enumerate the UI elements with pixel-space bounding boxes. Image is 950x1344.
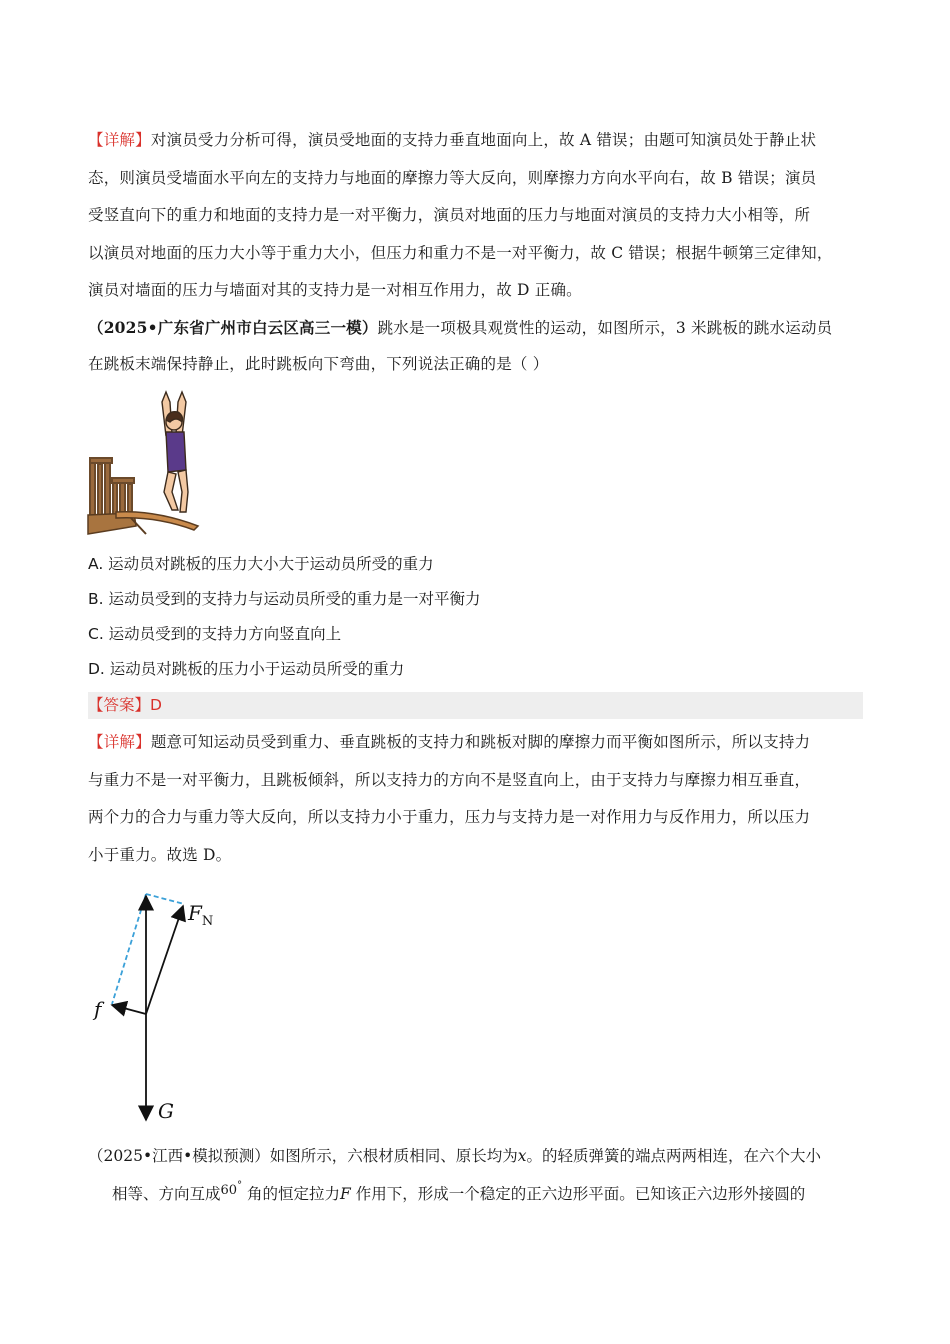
option-c: C. 运动员受到的支持力方向竖直向上 [88, 625, 342, 643]
prev-detail-line-5: 演员对墙面的压力与墙面对其的支持力是一对相互作用力，故 D 正确。 [88, 281, 582, 299]
friction-arrow [112, 1005, 146, 1014]
answer-bar [88, 692, 863, 719]
detail-tag: 【详解】 [88, 733, 151, 751]
question2-source: （2025•广东省广州市白云区高三一模） [88, 318, 378, 337]
option-d: D. 运动员对跳板的压力小于运动员所受的重力 [88, 660, 405, 678]
dashed-edge-left [112, 894, 146, 1004]
prev-detail-line-3: 受竖直向下的重力和地面的支持力是一对平衡力，演员对地面的压力与地面对演员的支持力大小相等，所 [88, 206, 811, 224]
dashed-edge-top [146, 894, 184, 904]
label-fn: $F_N$ [188, 901, 214, 929]
question2-line-2: 在跳板末端保持静止，此时跳板向下弯曲，下列说法正确的是（ ） [88, 355, 549, 373]
force-diagram [88, 880, 228, 1130]
normal-force-arrow [146, 906, 183, 1014]
prev-detail-line-4: 以演员对地面的压力大小等于重力大小，但压力和重力不是一对平衡力，故 C 错误；根据牛顿第三定律知， [88, 243, 833, 262]
label-f: f [94, 997, 102, 1021]
angle-value: 60 [220, 1183, 238, 1198]
detail-tag: 【详解】 [88, 131, 151, 149]
question2-detail-line-4: 小于重力。故选 D。 [88, 845, 232, 864]
diving-board-illustration [86, 388, 204, 536]
label-g: G [158, 1099, 174, 1123]
question3-source: （2025•江西•模拟预测） [88, 1147, 270, 1165]
option-a: A. 运动员对跳板的压力大小大于运动员所受的重力 [88, 555, 434, 573]
question2-stem [88, 310, 878, 382]
question2-detail-line-3: 两个力的合力与重力等大反向，所以支持力小于重力，压力与支持力是一对作用力与反作用力，所以压力 [88, 808, 811, 826]
answer-tag: 【答案】 [88, 696, 151, 714]
answer-value: D [150, 696, 162, 714]
prev-detail [88, 122, 878, 310]
question2-line-1: （2025•广东省广州市白云区高三一模）跳水是一项极具观赏性的运动，如图所示，3 米跳板的跳水运动员 [88, 318, 833, 337]
prev-detail-line-2: 态，则演员受墙面水平向左的支持力与地面的摩擦力等大反向，则摩擦力方向水平向右，故 B 错误；演员 [88, 168, 817, 187]
question3-line-2: 相等、方向互成$^{60^\circ}$ 角的恒定拉力F 作用下，形成一个稳定的正六边形平面。已知该正六边形外接圆的 [112, 1180, 806, 1203]
question3-line-1: （2025•江西•模拟预测）如图所示，六根材质相同、原长均为x。的轻质弹簧的端点两两相连，在六个大小 [88, 1147, 822, 1165]
prev-detail-line-1: 【详解】对演员受力分析可得，演员受地面的支持力垂直地面向上，故 A 错误；由题可知演员处于静止状 [88, 131, 817, 149]
question2-detail [88, 724, 878, 874]
question2-detail-line-2: 与重力不是一对平衡力，且跳板倾斜，所以支持力的方向不是竖直向上，由于支持力与摩擦力相互垂直， [88, 770, 811, 789]
question2-detail-line-1: 【详解】题意可知运动员受到重力、垂直跳板的支持力和跳板对脚的摩擦力而平衡如图所示，所以支持力 [88, 733, 811, 751]
option-b: B. 运动员受到的支持力与运动员所受的重力是一对平衡力 [88, 590, 481, 608]
